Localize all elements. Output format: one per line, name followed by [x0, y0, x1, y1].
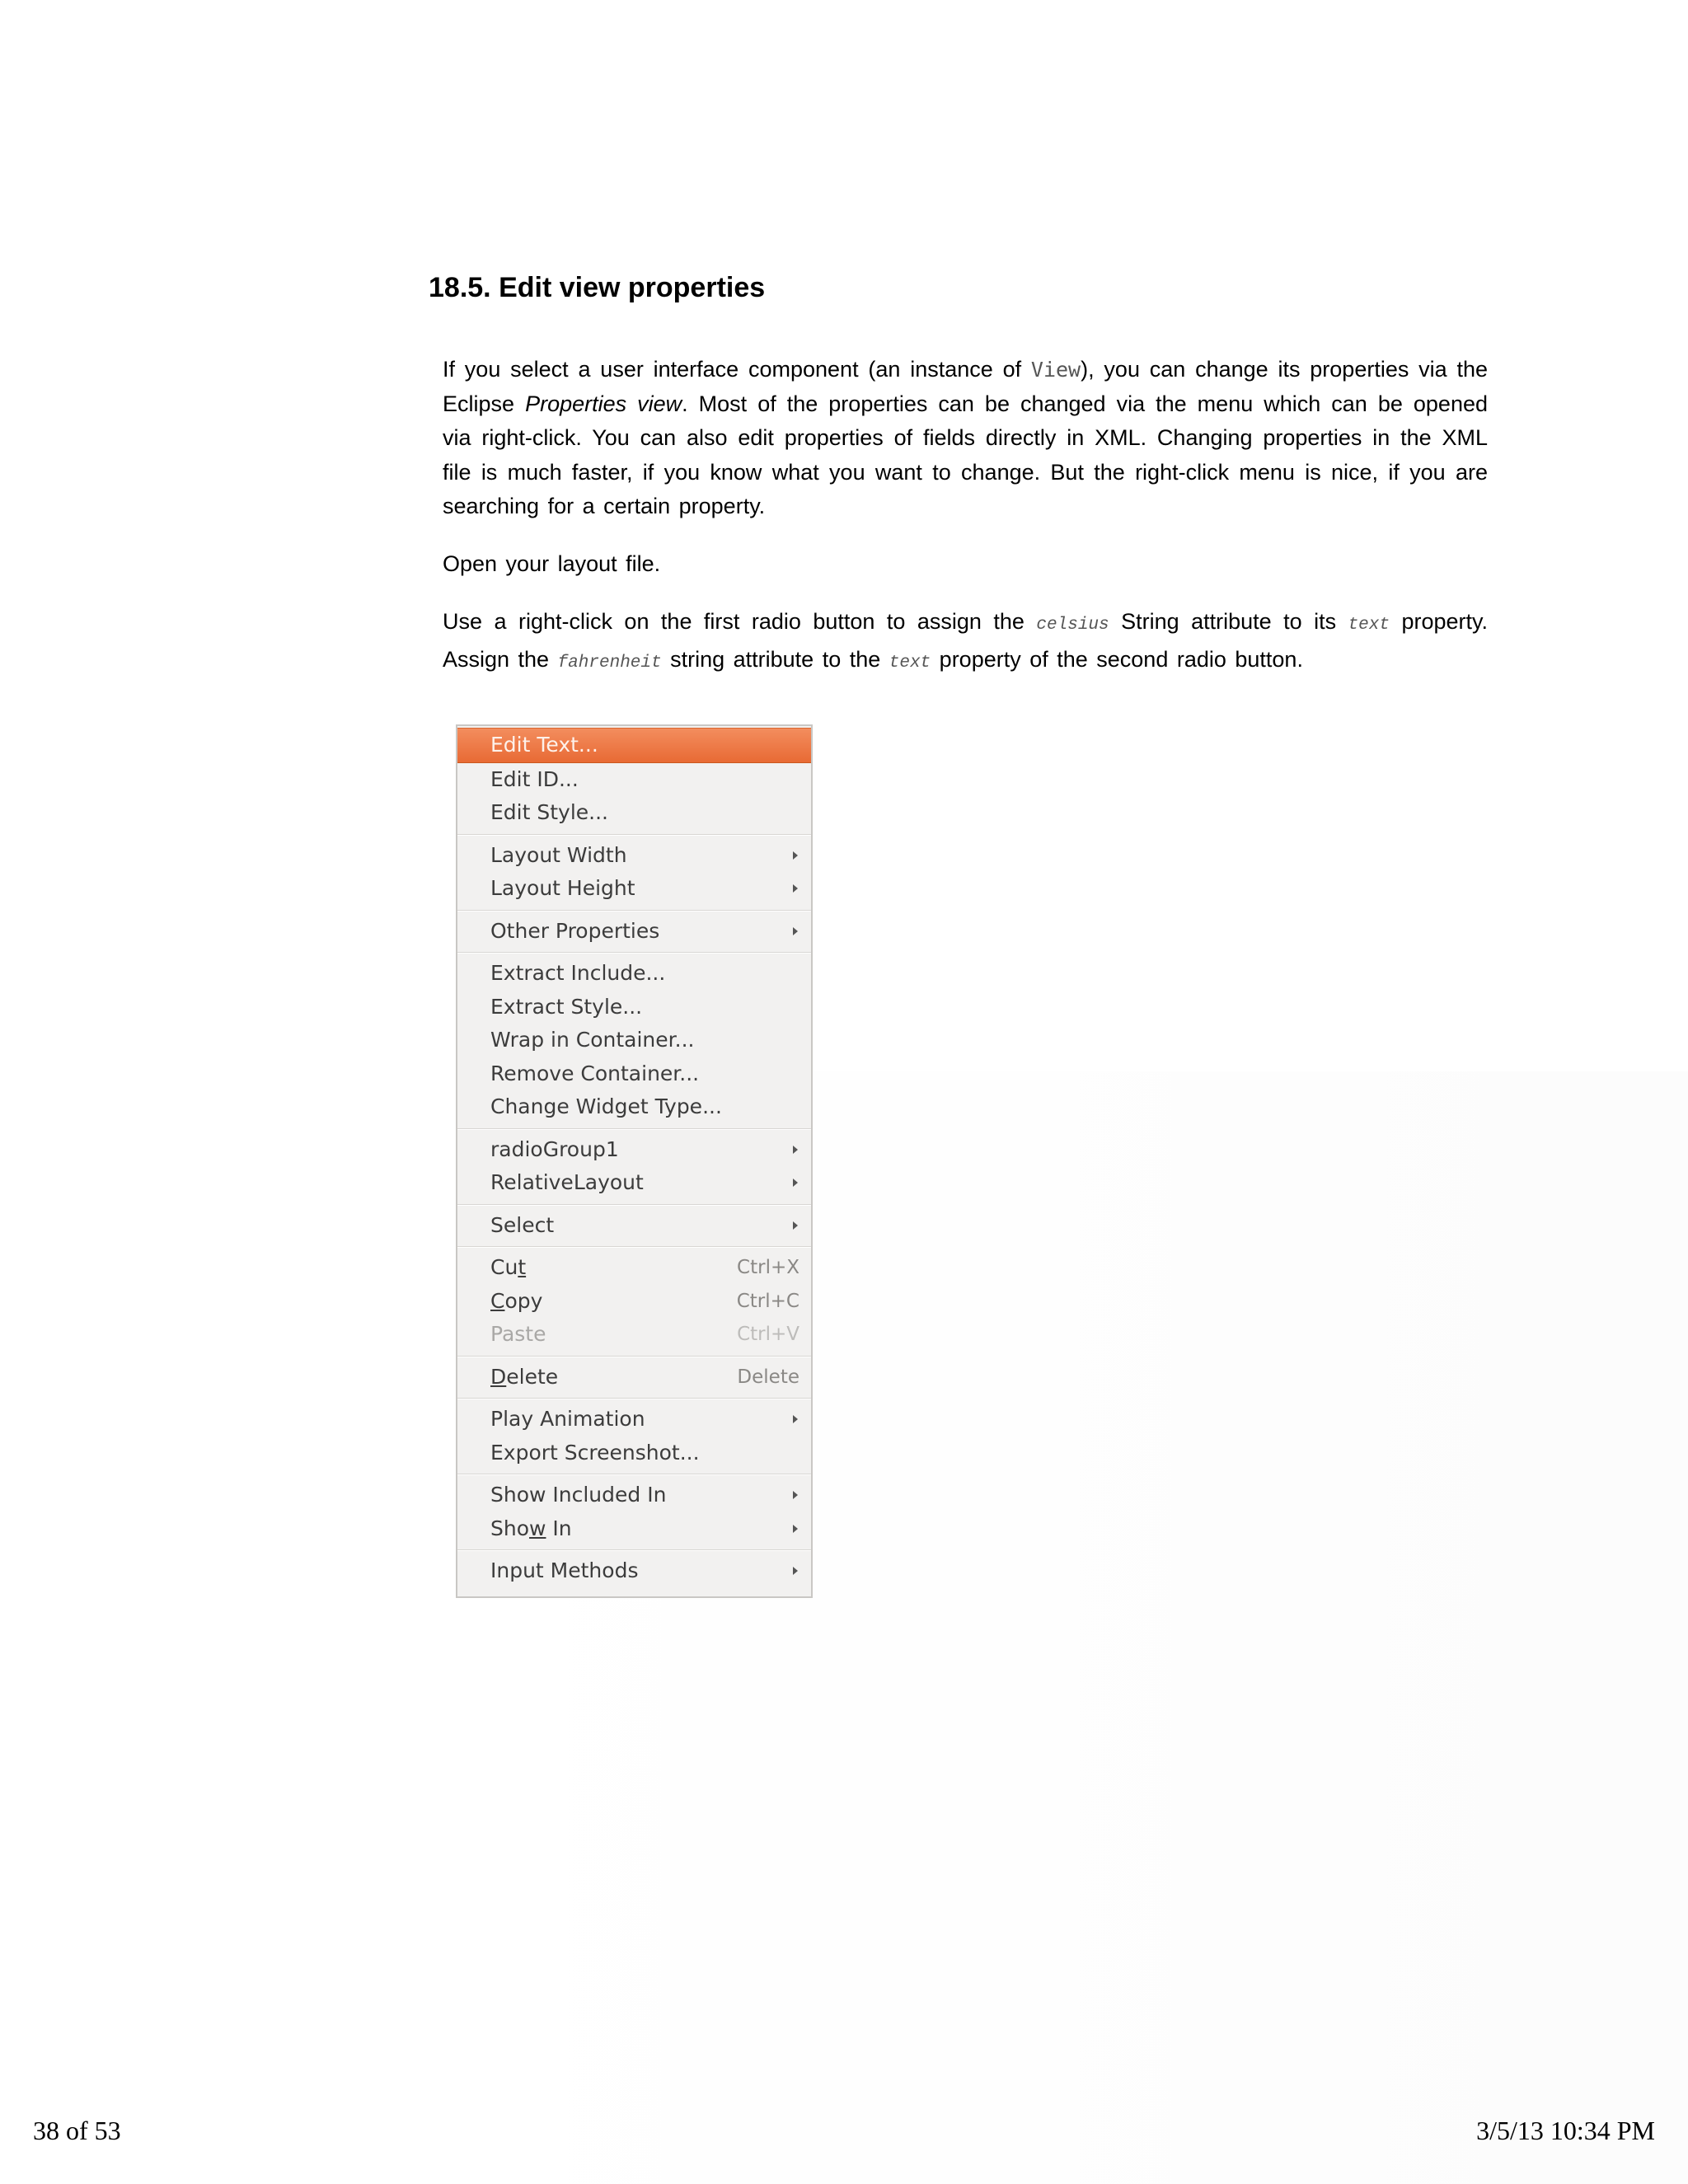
submenu-arrow-icon — [793, 1179, 798, 1187]
menu-item-input-methods[interactable] — [457, 1554, 811, 1588]
menu-separator — [457, 948, 811, 957]
submenu-arrow-icon — [793, 1146, 798, 1154]
shortcut-label: Ctrl+X — [737, 1257, 799, 1278]
code-text: text — [889, 653, 931, 673]
print-timestamp: 3/5/13 10:34 PM — [1476, 2116, 1655, 2145]
menu-item-label: Select — [490, 1212, 555, 1237]
menu-item-label: radioGroup1 — [490, 1137, 619, 1161]
submenu-arrow-icon — [793, 927, 798, 935]
menu-item-label: Delete — [490, 1364, 559, 1389]
submenu-arrow-icon — [793, 1221, 798, 1230]
menu-separator — [457, 1200, 811, 1209]
menu-item-copy[interactable] — [457, 1285, 811, 1319]
menu-item-delete[interactable] — [457, 1361, 811, 1394]
shortcut-label: Delete — [737, 1366, 799, 1388]
menu-item-label: Layout Width — [490, 842, 627, 867]
menu-item-select[interactable] — [457, 1209, 811, 1243]
text-run: Use a right-click on the first radio button to assign the — [443, 609, 1037, 634]
menu-item-label: Edit ID... — [490, 766, 579, 791]
menu-item-change-widget-type[interactable] — [457, 1090, 811, 1124]
menu-item-label: Show In — [490, 1516, 572, 1540]
submenu-arrow-icon — [793, 1415, 798, 1423]
menu-separator — [457, 1545, 811, 1554]
section-heading: 18.5. Edit view properties — [429, 272, 766, 303]
menu-item-label: Export Screenshot... — [490, 1440, 700, 1465]
menu-item-paste — [457, 1318, 811, 1352]
submenu-arrow-icon — [793, 884, 798, 893]
menu-item-label: Show Included In — [490, 1483, 667, 1507]
menu-item-wrap-in-container[interactable] — [457, 1024, 811, 1057]
menu-item-label: Change Widget Type... — [490, 1094, 722, 1118]
text-run: . Most of the properties can be changed via the menu which can be opened via right-click. You can also edit properties of fields directly in XML. Changing properties in the XML file is much faster, if you know what you want to change. But the right-click menu is nice, if you are searching for a certain property. — [443, 391, 1488, 518]
menu-item-show-included-in[interactable] — [457, 1479, 811, 1512]
menu-item-label: Layout Height — [490, 876, 635, 900]
menu-item-label: Edit Text... — [490, 733, 598, 757]
properties-view-term: Properties view — [525, 391, 682, 416]
menu-item-label: Other Properties — [490, 918, 660, 943]
menu-item-layout-width[interactable] — [457, 839, 811, 873]
text-run: string attribute to the — [661, 646, 889, 672]
code-text: text — [1348, 616, 1390, 635]
menu-item-label: Input Methods — [490, 1558, 639, 1582]
paragraph-instructions — [443, 605, 1488, 680]
menu-item-edit-text[interactable] — [457, 728, 811, 763]
page-number: 38 of 53 — [33, 2116, 121, 2145]
menu-item-label: Extract Include... — [490, 961, 666, 985]
code-view: View — [1030, 358, 1081, 382]
menu-separator — [457, 1394, 811, 1403]
menu-item-play-animation[interactable] — [457, 1403, 811, 1436]
menu-separator — [457, 830, 811, 839]
code-fahrenheit: fahrenheit — [557, 653, 662, 673]
text-run: If you select a user interface component (an instance of — [443, 357, 1031, 382]
submenu-arrow-icon — [793, 1525, 798, 1533]
submenu-arrow-icon — [793, 1491, 798, 1499]
menu-item-remove-container[interactable] — [457, 1057, 811, 1091]
menu-item-label: Paste — [490, 1322, 546, 1346]
menu-item-label: Cut — [490, 1255, 527, 1279]
shortcut-label: Ctrl+C — [736, 1290, 799, 1312]
shortcut-label: Ctrl+V — [737, 1324, 799, 1345]
text-run: property. Assign the — [443, 609, 1488, 672]
menu-item-label: Extract Style... — [490, 994, 643, 1019]
submenu-arrow-icon — [793, 851, 798, 860]
menu-item-label: Remove Container... — [490, 1061, 700, 1085]
menu-separator — [457, 906, 811, 915]
menu-item-label: Wrap in Container... — [490, 1028, 695, 1052]
menu-item-radio-group[interactable] — [457, 1133, 811, 1167]
text-run: String attribute to its — [1109, 609, 1348, 634]
menu-item-relative-layout[interactable] — [457, 1166, 811, 1200]
menu-item-extract-include[interactable] — [457, 957, 811, 991]
menu-item-extract-style[interactable] — [457, 991, 811, 1024]
menu-separator — [457, 1352, 811, 1361]
menu-separator — [457, 1242, 811, 1251]
menu-item-edit-id[interactable] — [457, 763, 811, 797]
menu-item-label: Play Animation — [490, 1407, 645, 1431]
menu-item-cut[interactable] — [457, 1251, 811, 1285]
paragraph-open-layout: Open your layout file. — [443, 551, 661, 576]
menu-item-label: Edit Style... — [490, 800, 608, 824]
menu-item-export-screenshot[interactable] — [457, 1436, 811, 1470]
context-menu — [456, 724, 813, 1598]
menu-item-layout-height[interactable] — [457, 872, 811, 906]
menu-separator — [457, 1124, 811, 1133]
text-run: property of the second radio button. — [931, 646, 1303, 672]
menu-separator — [457, 1469, 811, 1479]
menu-item-label: RelativeLayout — [490, 1170, 644, 1194]
paragraph-intro — [443, 353, 1488, 524]
menu-item-edit-style[interactable] — [457, 796, 811, 830]
submenu-arrow-icon — [793, 1567, 798, 1575]
text-run: ), you can change its properties via the Eclipse — [443, 357, 1489, 416]
menu-item-label: Copy — [490, 1288, 543, 1313]
code-celsius: celsius — [1036, 616, 1109, 635]
menu-item-show-in[interactable] — [457, 1512, 811, 1546]
menu-item-other-properties[interactable] — [457, 915, 811, 949]
